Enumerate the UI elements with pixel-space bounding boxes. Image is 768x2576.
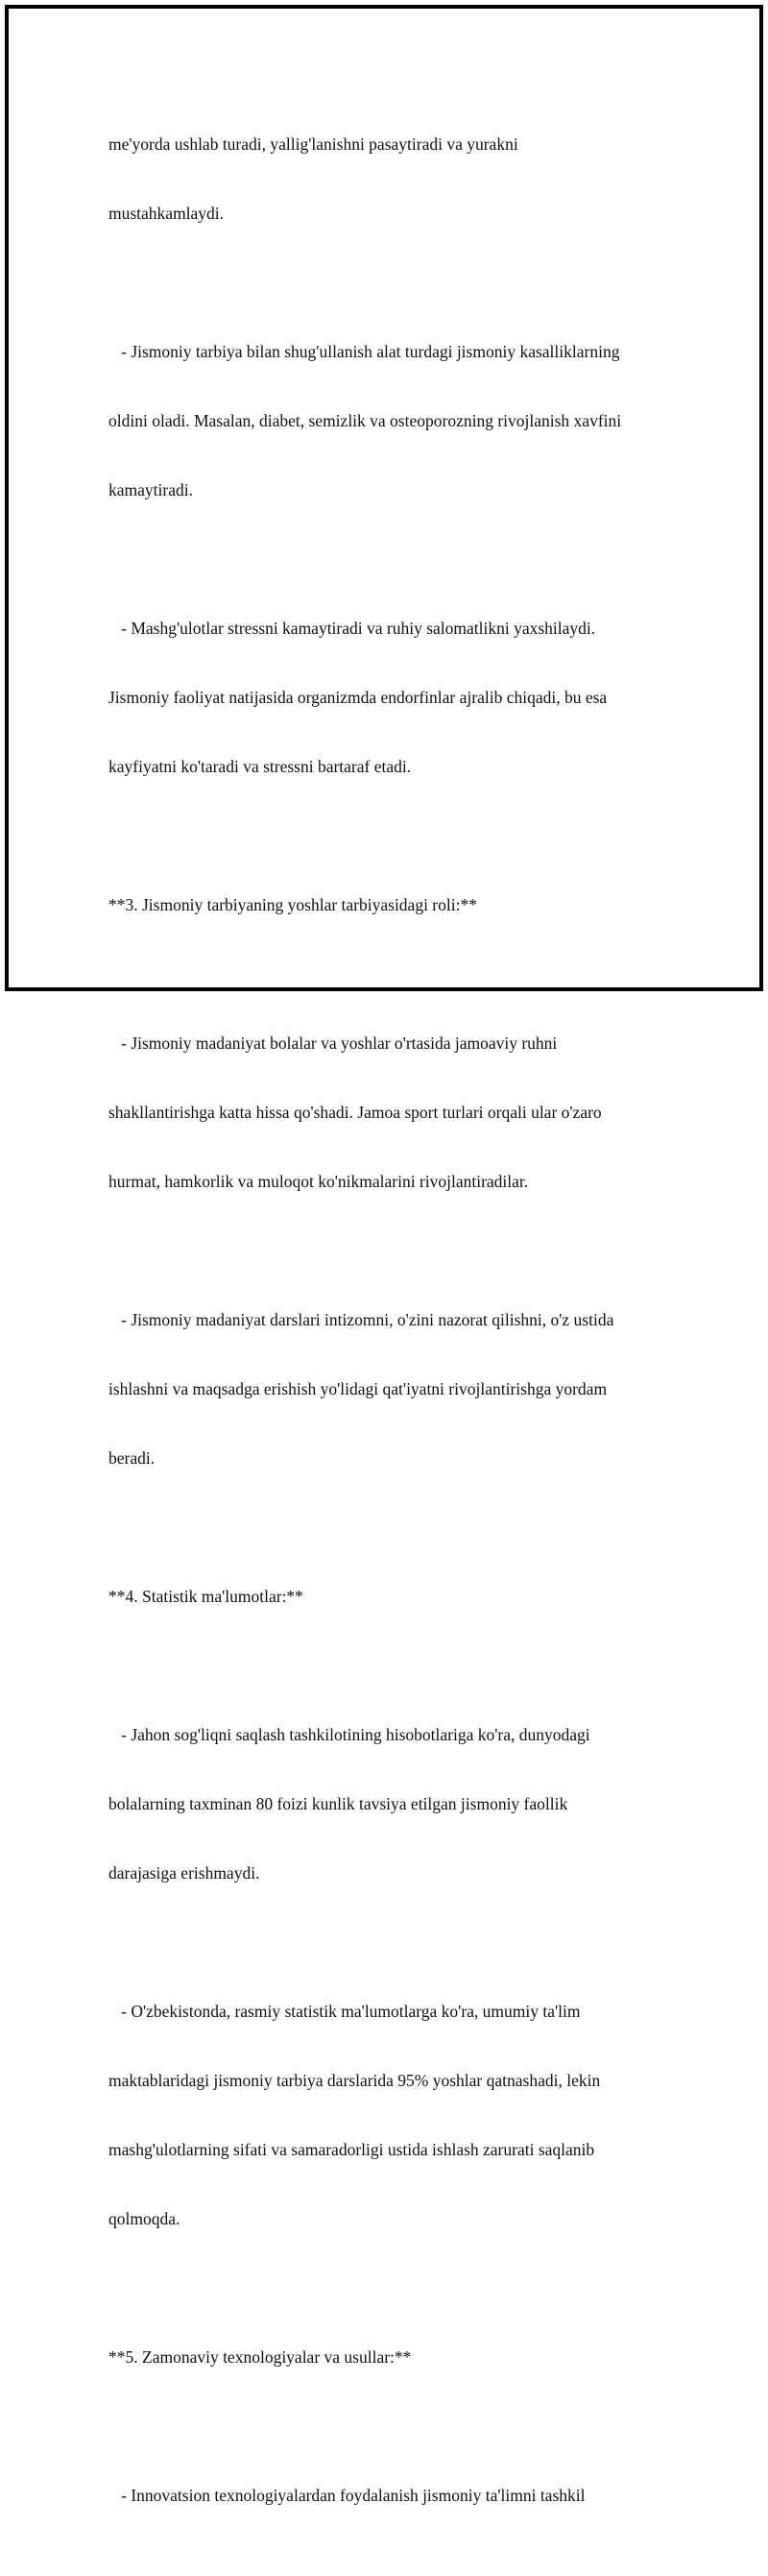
paragraph (108, 1262, 656, 1516)
text-line: kamaytiradi. (108, 480, 193, 499)
document-body (108, 86, 656, 2576)
text-line: - Jismoniy tarbiya bilan shug'ullanish alat turdagi jismoniy kasalliklarning (108, 342, 620, 361)
text-line: maktablaridagi jismoniy tarbiya darslarida 95% yoshlar qatnashadi, lekin (108, 2071, 601, 2090)
text-line: - O'zbekistonda, rasmiy statistik ma'lumotlarga ko'ra, umumiy ta'lim (108, 2002, 581, 2021)
text-line: - Mashg'ulotlar stressni kamaytiradi va ruhiy salomatlikni yaxshilaydi. (108, 619, 596, 638)
text-line: bolalarning taxminan 80 foizi kunlik tavsiya etilgan jismoniy faollik (108, 1794, 568, 1813)
paragraph (108, 86, 656, 271)
heading-text: **4. Statistik ma'lumotlar:** (108, 1587, 303, 1606)
text-line: qolmoqda. (108, 2209, 180, 2228)
heading-text: **3. Jismoniy tarbiyaning yoshlar tarbiyasidagi roli:** (108, 895, 477, 914)
text-line: hurmat, hamkorlik va muloqot ko'nikmalarini rivojlantiradilar. (108, 1172, 529, 1191)
paragraph (108, 1954, 656, 2276)
paragraph (108, 294, 656, 547)
text-line: - Jismoniy madaniyat bolalar va yoshlar o'rtasida jamoaviy ruhni (108, 1033, 558, 1053)
text-line: darajasiga erishmaydi. (108, 1863, 260, 1883)
text-line: mashg'ulotlarning sifati va samaradorligi ustida ishlash zarurati saqlanib (108, 2140, 595, 2159)
text-line: - Jismoniy madaniyat darslari intizomni, o'zini nazorat qilishni, o'z ustida (108, 1310, 614, 1329)
section-heading (108, 1539, 656, 1654)
text-line: - Jahon sog'liqni saqlash tashkilotining hisobotlariga ko'ra, dunyodagi (108, 1725, 590, 1744)
text-line: me'yorda ushlab turadi, yallig'lanishni pasaytiradi va yurakni (108, 134, 518, 154)
text-line: kayfiyatni ko'taradi va stressni bartaraf etadi. (108, 757, 412, 776)
section-heading (108, 2299, 656, 2415)
heading-text: **5. Zamonaviy texnologiyalar va usullar:** (108, 2347, 412, 2367)
text-line: Jismoniy faoliyat natijasida organizmda endorfinlar ajralib chiqadi, bu esa (108, 688, 608, 707)
text-line: beradi. (108, 1448, 156, 1468)
text-line: shakllantirishga katta hissa qo'shadi. Jamoa sport turlari orqali ular o'zaro (108, 1103, 602, 1122)
text-line: ishlashni va maqsadga erishish yo'lidagi qat'iyatni rivojlantirishga yordam (108, 1379, 608, 1398)
section-heading (108, 847, 656, 962)
text-line: mustahkamlaydi. (108, 204, 225, 223)
paragraph (108, 1677, 656, 1931)
paragraph (108, 985, 656, 1239)
text-line: oldini oladi. Masalan, diabet, semizlik va osteoporozning rivojlanish xavfini (108, 411, 622, 430)
paragraph (108, 2438, 656, 2553)
paragraph (108, 571, 656, 824)
text-line: - Innovatsion texnologiyalardan foydalanish jismoniy ta'limni tashkil (108, 2486, 586, 2505)
